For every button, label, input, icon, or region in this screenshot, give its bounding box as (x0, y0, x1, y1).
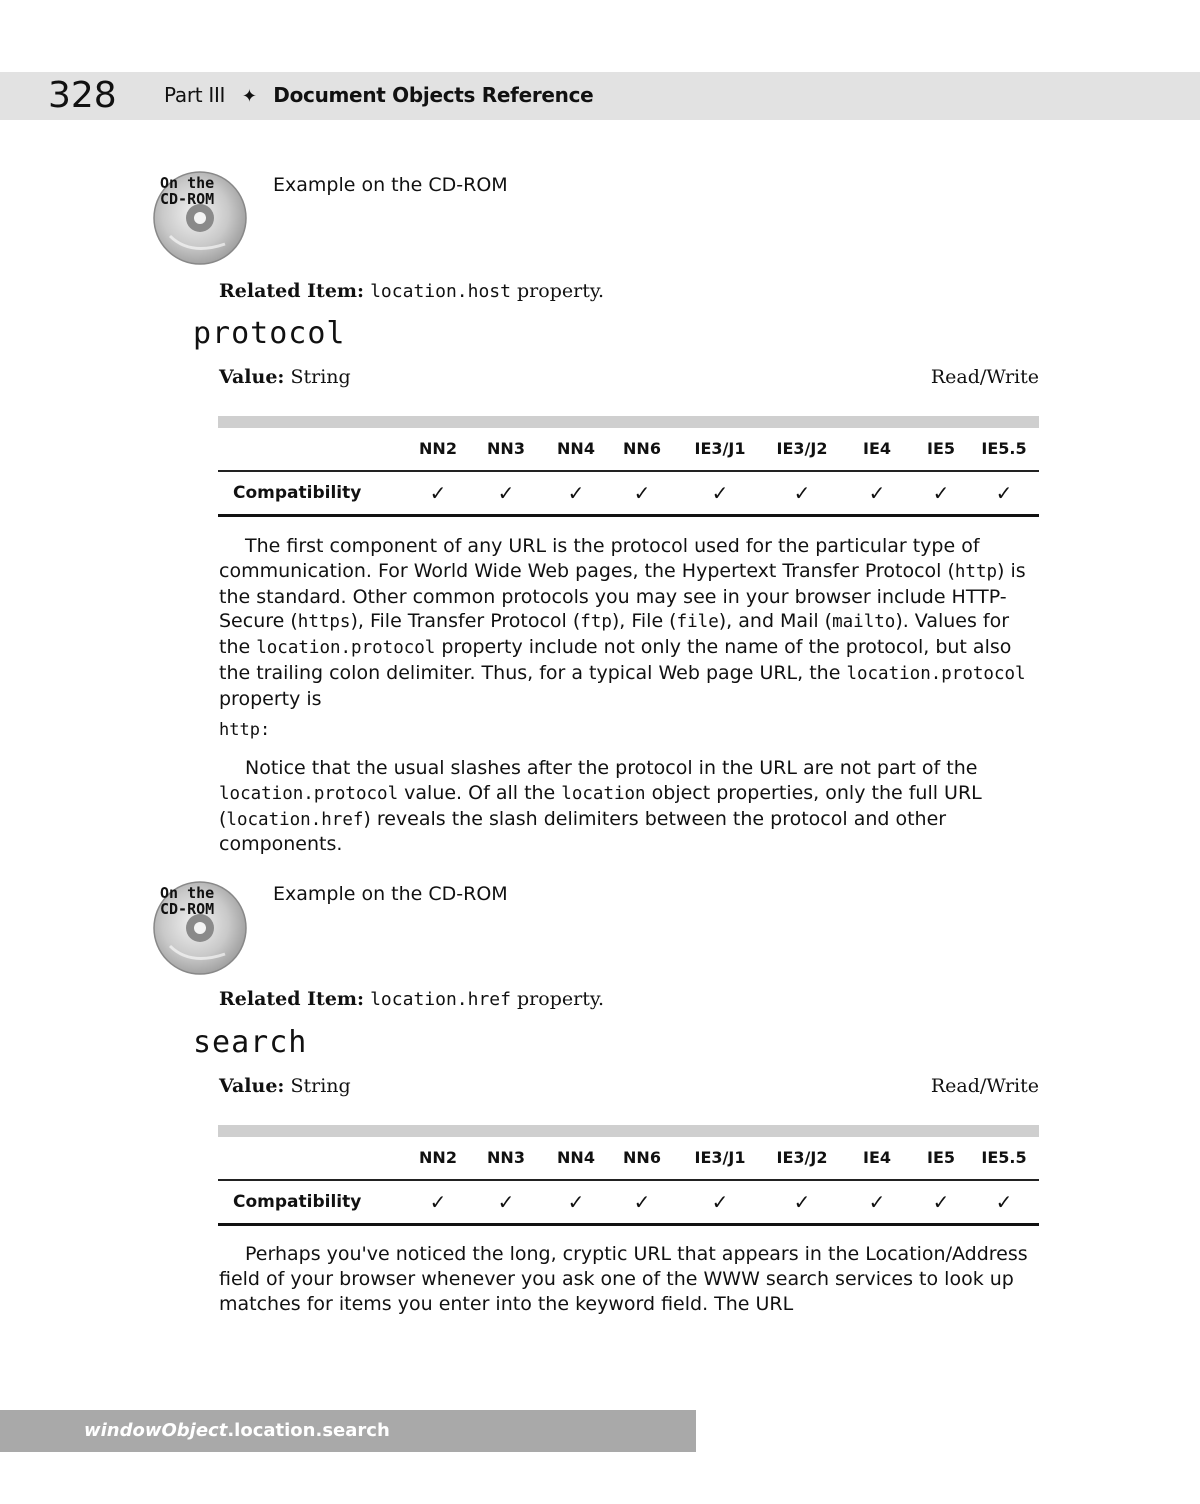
cd-label-line2: CD-ROM (160, 190, 215, 208)
access-mode: Read/Write (930, 366, 1039, 388)
part-label: Part III (164, 83, 226, 107)
protocol-paragraph-1: The first component of any URL is the protocol used for the particular type of communication. For World Wide Web pages, the Hypertext Transfer Protocol (http) is the standard. Other common protocols you may see in your browser include HTTP-Secure (https), File Transfer Protocol (ftp), File (file), and Mail (mailto). Values for the location.protocol property include not only the name of the protocol, but also the trailing colon delimiter. Thus, for a typical Web page URL, the location.protocol property is (219, 535, 1026, 710)
page-number: 328 (48, 75, 117, 116)
check-mark-icon: ✓ (567, 481, 585, 505)
protocol-paragraph-2: Notice that the usual slashes after the protocol in the URL are not part of the location.protocol value. Of all the location object properties, only the full URL (location.href) reveals the slash delimiters between the protocol and other components. (219, 757, 982, 856)
value-type: String (284, 1075, 351, 1097)
section-title: Document Objects Reference (273, 83, 594, 107)
table-body-row (218, 472, 1039, 517)
check-mark-icon: ✓ (633, 481, 651, 505)
column-header: IE3/J1 (694, 439, 746, 458)
column-header: IE4 (862, 1148, 891, 1167)
related-item-suffix: property. (510, 280, 605, 302)
cd-example-label: Example on the CD-ROM (273, 883, 508, 905)
cd-label-line1: On the (160, 174, 215, 192)
check-mark-icon: ✓ (793, 1190, 811, 1214)
table-body-row (218, 1181, 1039, 1226)
column-header: NN4 (557, 439, 595, 458)
cd-label-line2: CD-ROM (160, 900, 215, 918)
table-row-label: Compatibility (233, 483, 362, 503)
code-example: http: (219, 720, 271, 740)
check-mark-icon: ✓ (429, 481, 447, 505)
check-mark-icon: ✓ (567, 1190, 585, 1214)
column-header: NN3 (487, 439, 525, 458)
related-item-code: location.host (370, 281, 511, 302)
running-head (164, 72, 593, 120)
cd-rom-icon (150, 876, 250, 976)
value-label: Value: (219, 1075, 285, 1097)
check-mark-icon: ✓ (711, 481, 729, 505)
check-mark-icon: ✓ (868, 1190, 886, 1214)
cd-label-line1: On the (160, 884, 215, 902)
value-label: Value: (219, 366, 285, 388)
cd-example-label: Example on the CD-ROM (273, 174, 508, 196)
check-mark-icon: ✓ (995, 1190, 1013, 1214)
check-mark-icon: ✓ (633, 1190, 651, 1214)
table-row-label: Compatibility (233, 1192, 362, 1212)
value-line-search (219, 1075, 1039, 1097)
check-mark-icon: ✓ (497, 1190, 515, 1214)
related-item-label: Related Item: (219, 988, 365, 1010)
column-header: NN4 (557, 1148, 595, 1167)
table-top-bar (218, 1125, 1039, 1137)
related-item-code: location.href (370, 989, 511, 1010)
check-mark-icon: ✓ (711, 1190, 729, 1214)
check-mark-icon: ✓ (497, 481, 515, 505)
column-header: NN2 (419, 439, 457, 458)
related-item-label: Related Item: (219, 280, 365, 302)
diamond-separator-icon: ✦ (241, 86, 257, 107)
access-mode: Read/Write (930, 1075, 1039, 1097)
column-header: IE3/J1 (694, 1148, 746, 1167)
search-paragraph-1: Perhaps you've noticed the long, cryptic URL that appears in the Location/Address field of your browser whenever you ask one of the WWW search services to look up matches for items you enter into the keyword field. The URL (219, 1243, 1028, 1315)
check-mark-icon: ✓ (429, 1190, 447, 1214)
compatibility-table-search (218, 1125, 1039, 1226)
table-top-bar (218, 416, 1039, 428)
column-header: IE5.5 (981, 1148, 1027, 1167)
related-item (219, 280, 604, 302)
compatibility-table-protocol (218, 416, 1039, 517)
check-mark-icon: ✓ (932, 1190, 950, 1214)
footer-property: .location.search (227, 1420, 390, 1441)
column-header: IE3/J2 (776, 1148, 828, 1167)
column-header: NN3 (487, 1148, 525, 1167)
column-header: IE3/J2 (776, 439, 828, 458)
value-type: String (284, 366, 351, 388)
column-header: IE5 (926, 1148, 955, 1167)
table-header-row (218, 1137, 1039, 1181)
check-mark-icon: ✓ (793, 481, 811, 505)
column-header: NN2 (419, 1148, 457, 1167)
related-item-suffix: property. (510, 988, 605, 1010)
entry-title-protocol: protocol (193, 316, 346, 351)
column-header: NN6 (623, 1148, 661, 1167)
related-item (219, 988, 604, 1010)
check-mark-icon: ✓ (932, 481, 950, 505)
entry-title-search: search (193, 1025, 308, 1060)
footer-object: windowObject (84, 1420, 228, 1441)
value-line-protocol (219, 366, 1039, 388)
check-mark-icon: ✓ (868, 481, 886, 505)
column-header: IE4 (862, 439, 891, 458)
table-header-row (218, 428, 1039, 472)
column-header: IE5.5 (981, 439, 1027, 458)
cd-rom-icon (150, 166, 250, 266)
check-mark-icon: ✓ (995, 481, 1013, 505)
footer-running-foot (84, 1410, 390, 1452)
column-header: IE5 (926, 439, 955, 458)
column-header: NN6 (623, 439, 661, 458)
